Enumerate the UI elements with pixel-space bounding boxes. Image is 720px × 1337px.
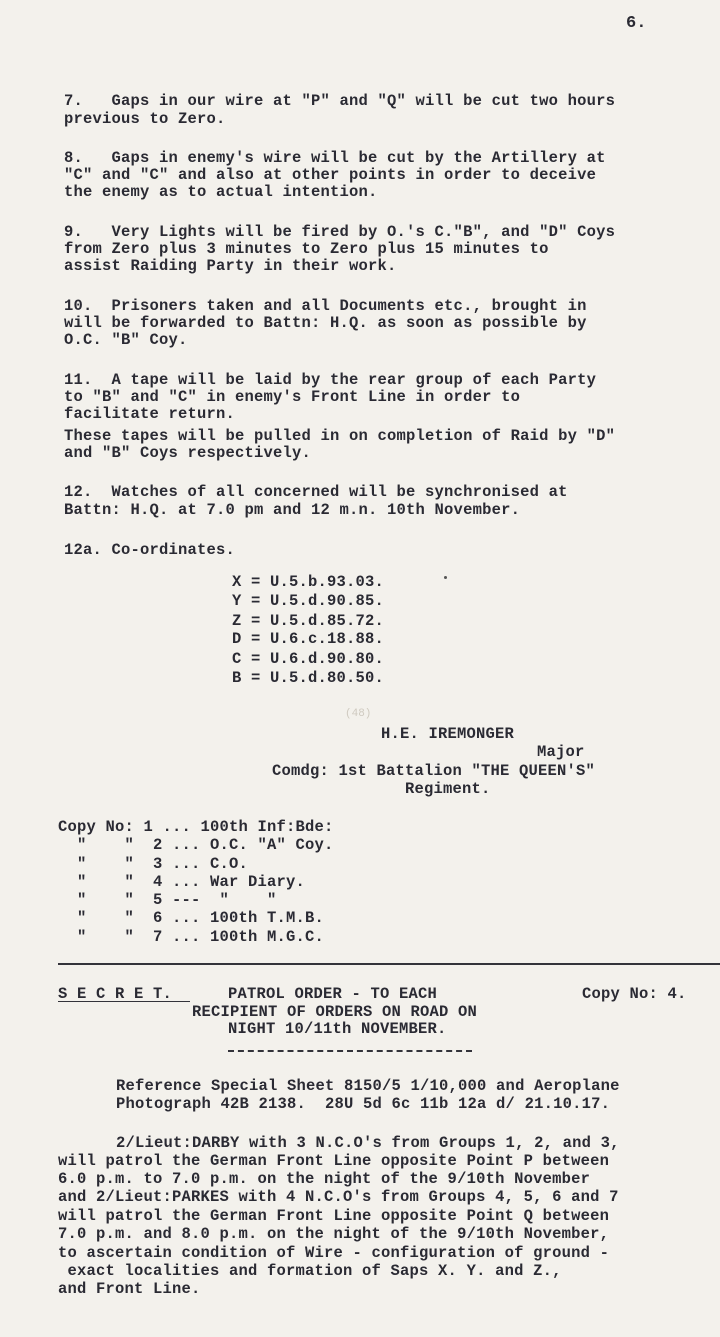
section-divider	[58, 963, 720, 965]
distribution-row: " " 6 ... 100th T.M.B.	[58, 909, 325, 927]
para-8-line-3: the enemy as to actual intention.	[64, 183, 378, 201]
distribution-row: " " 3 ... C.O.	[58, 855, 249, 873]
para-7-line-2: previous to Zero.	[64, 110, 226, 128]
para-11-line-2: to "B" and "C" in enemy's Front Line in order to	[64, 388, 521, 406]
body-line: 7.0 p.m. and 8.0 p.m. on the night of the 9/10th November,	[58, 1225, 610, 1243]
para-9-line-3: assist Raiding Party in their work.	[64, 257, 397, 275]
reference-line-2: Photograph 42B 2138. 28U 5d 6c 11b 12a d/ 21.10.17.	[116, 1095, 611, 1113]
secret-underline	[58, 1001, 190, 1002]
body-line: will patrol the German Front Line opposite Point P between	[58, 1152, 610, 1170]
para-8-line-2: "C" and "C" and also at other points in order to deceive	[64, 166, 597, 184]
coordinate-c: C = U.6.d.90.80.	[232, 650, 385, 668]
coordinate-b: B = U.5.d.80.50.	[232, 669, 385, 687]
signature-name: H.E. IREMONGER	[381, 725, 515, 743]
coordinate-d: D = U.6.c.18.88.	[232, 630, 385, 648]
body-line: and Front Line.	[58, 1280, 201, 1298]
para-12-line-1: 12. Watches of all concerned will be synchronised at	[64, 483, 568, 501]
copy-number: Copy No: 4.	[582, 985, 687, 1003]
ink-dot	[444, 576, 447, 579]
para-10-line-1: 10. Prisoners taken and all Documents etc., brought in	[64, 297, 587, 315]
distribution-row: " " 2 ... O.C. "A" Coy.	[58, 836, 334, 854]
body-line: will patrol the German Front Line opposite Point Q between	[58, 1207, 610, 1225]
distribution-row: " " 4 ... War Diary.	[58, 873, 306, 891]
para-11-line-3: facilitate return.	[64, 405, 236, 423]
para-10-line-2: will be forwarded to Battn: H.Q. as soon as possible by	[64, 314, 587, 332]
page-number: 6.	[626, 14, 647, 33]
secret-label: S E C R E T.	[58, 985, 173, 1003]
title-underline	[228, 1050, 472, 1052]
para-12-line-2: Battn: H.Q. at 7.0 pm and 12 m.n. 10th November.	[64, 501, 521, 519]
distribution-row: " " 7 ... 100th M.G.C.	[58, 928, 325, 946]
signature-rank: Major	[537, 743, 585, 761]
body-line: 2/Lieut:DARBY with 3 N.C.O's from Groups 1, 2, and 3,	[116, 1134, 620, 1152]
coordinate-x: X = U.5.b.93.03.	[232, 573, 385, 591]
coordinate-z: Z = U.5.d.85.72.	[232, 612, 385, 630]
para-7-line-1: 7. Gaps in our wire at "P" and "Q" will be cut two hours	[64, 92, 616, 110]
signature-command-line-1: Comdg: 1st Battalion "THE QUEEN'S"	[272, 762, 596, 780]
signature-command-line-2: Regiment.	[405, 780, 491, 798]
para-9-line-1: 9. Very Lights will be fired by O.'s C."B", and "D" Coys	[64, 223, 616, 241]
body-line: 6.0 p.m. to 7.0 p.m. on the night of the 9/10th November	[58, 1170, 591, 1188]
reference-line-1: Reference Special Sheet 8150/5 1/10,000 and Aeroplane	[116, 1077, 620, 1095]
body-line: to ascertain condition of Wire - configuration of ground -	[58, 1244, 610, 1262]
para-9-line-2: from Zero plus 3 minutes to Zero plus 15 minutes to	[64, 240, 549, 258]
para-11-line-5: and "B" Coys respectively.	[64, 444, 312, 462]
body-line: and 2/Lieut:PARKES with 4 N.C.O's from Groups 4, 5, 6 and 7	[58, 1188, 619, 1206]
faint-mark: (48)	[345, 708, 372, 720]
patrol-order-title-line-1: PATROL ORDER - TO EACH	[228, 985, 438, 1003]
patrol-order-title-line-2: RECIPIENT OF ORDERS ON ROAD ON	[192, 1003, 478, 1021]
para-10-line-3: O.C. "B" Coy.	[64, 331, 188, 349]
distribution-row: Copy No: 1 ... 100th Inf:Bde:	[58, 818, 334, 836]
patrol-order-title-line-3: NIGHT 10/11th NOVEMBER.	[228, 1020, 447, 1038]
distribution-row: " " 5 --- " "	[58, 891, 277, 909]
coordinate-y: Y = U.5.d.90.85.	[232, 592, 385, 610]
para-8-line-1: 8. Gaps in enemy's wire will be cut by the Artillery at	[64, 149, 606, 167]
para-11-line-1: 11. A tape will be laid by the rear group of each Party	[64, 371, 597, 389]
body-line: exact localities and formation of Saps X. Y. and Z.,	[58, 1262, 562, 1280]
para-12a-heading: 12a. Co-ordinates.	[64, 541, 236, 559]
para-11-line-4: These tapes will be pulled in on completion of Raid by "D"	[64, 427, 616, 445]
